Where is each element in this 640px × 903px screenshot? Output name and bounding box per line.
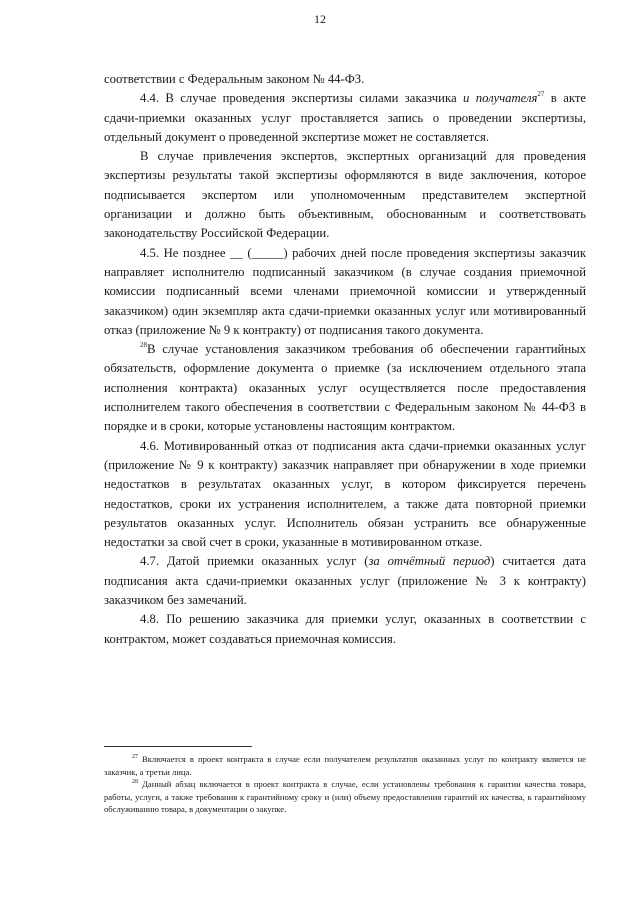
italic-reporting-period: за отчётный период — [368, 554, 491, 569]
footnote-number: 28 — [132, 779, 138, 786]
paragraph-continuation: соответствии с Федеральным законом № 44-ФЗ. — [104, 72, 365, 86]
paragraph-4-5: 4.5. Не позднее __ (_____) рабочих дней после проведения экспертизы заказчик направляет исполнителю подписанный заказчиком (в случае создания приемочной комиссии подписанный всеми членами приемочной комиссии и утвержденный заказчиком) один экземпляр акта сдачи-приемки оказанных услуг или мотивированный отказ (приложение № 9 к контракту) от подписания такого документа. — [104, 245, 586, 337]
document-body — [104, 70, 586, 649]
paragraph-4-7: 4.7. Датой приемки оказанных услуг (за отчётный период) считается дата подписания акта сдачи-приемки оказанных услуг (приложение № 3 к контракту) заказчиком без замечаний. — [104, 554, 586, 608]
footnotes — [104, 753, 586, 816]
footnote-28: $^{28}$ Данный абзац включается в проект контракта в случае, если установлены требования к гарантии качества товара, работы, услуги, а также требования к гарантийному сроку и (или) объему предоставления гарантий их качества, к гарантийному обслуживанию товара, в документации о закупке. — [104, 779, 586, 815]
footnote-27: $^{27}$ Включается в проект контракта в случае если получателем результатов оказанных услуг по контракту является не заказчик, а третьи лица. — [104, 754, 586, 777]
paragraph-4-4: 4.4. В случае проведения экспертизы силами заказчика и получателя$^{27}$ в акте сдачи-приемки оказанных услуг проставляется запись о проведении экспертизы, отдельный документ о проведенной экспертизе может не составляется. — [104, 90, 587, 144]
italic-recipient: и получателя — [462, 91, 538, 106]
footnote-separator — [104, 746, 252, 747]
footnote-number: 27 — [132, 754, 138, 760]
paragraph-4-6: 4.6. Мотивированный отказ от подписания акта сдачи-приемки оказанных услуг (приложение № 9 к контракту) заказчик направляет при обнаружении в ходе приемки недостатков в результатах оказанных услуг, в котором фиксируется перечень недостатков, сроки их устранения исполнителем, а также дата повторной приемки результатов оказанных услуг. Исполнитель обязан устранить все обнаруженные недостатки за свой счет в сроки, указанные в мотивированном отказе. — [104, 438, 586, 550]
footnote-ref-28: 28 — [140, 341, 147, 350]
paragraph-experts: В случае привлечения экспертов, экспертных организаций для проведения экспертизы результаты такой экспертизы оформляются в виде заключения, которое подписывается экспертом или уполномоченным представителем экспертной организации и должно быть объективным, обоснованным и соответствовать законодательству Российской Федерации. — [104, 149, 586, 241]
paragraph-guarantee: $^{28}$В случае установления заказчиком требования об обеспечении гарантийных обязательств, оформление документа о приемке (за исключением отдельного этапа исполнения контракта) оказанных услуг осуществляется после предоставления исполнителем такого обеспечения в соответствии с Федеральным законом № 44-ФЗ в порядке и в сроки, которые установлены настоящим контрактом. — [104, 341, 586, 434]
page-number: 12 — [314, 12, 326, 26]
footnote-ref-27: 27 — [537, 90, 545, 99]
paragraph-4-8: 4.8. По решению заказчика для приемки услуг, оказанных в соответствии с контрактом, может создаваться приемочная комиссия. — [104, 612, 586, 646]
